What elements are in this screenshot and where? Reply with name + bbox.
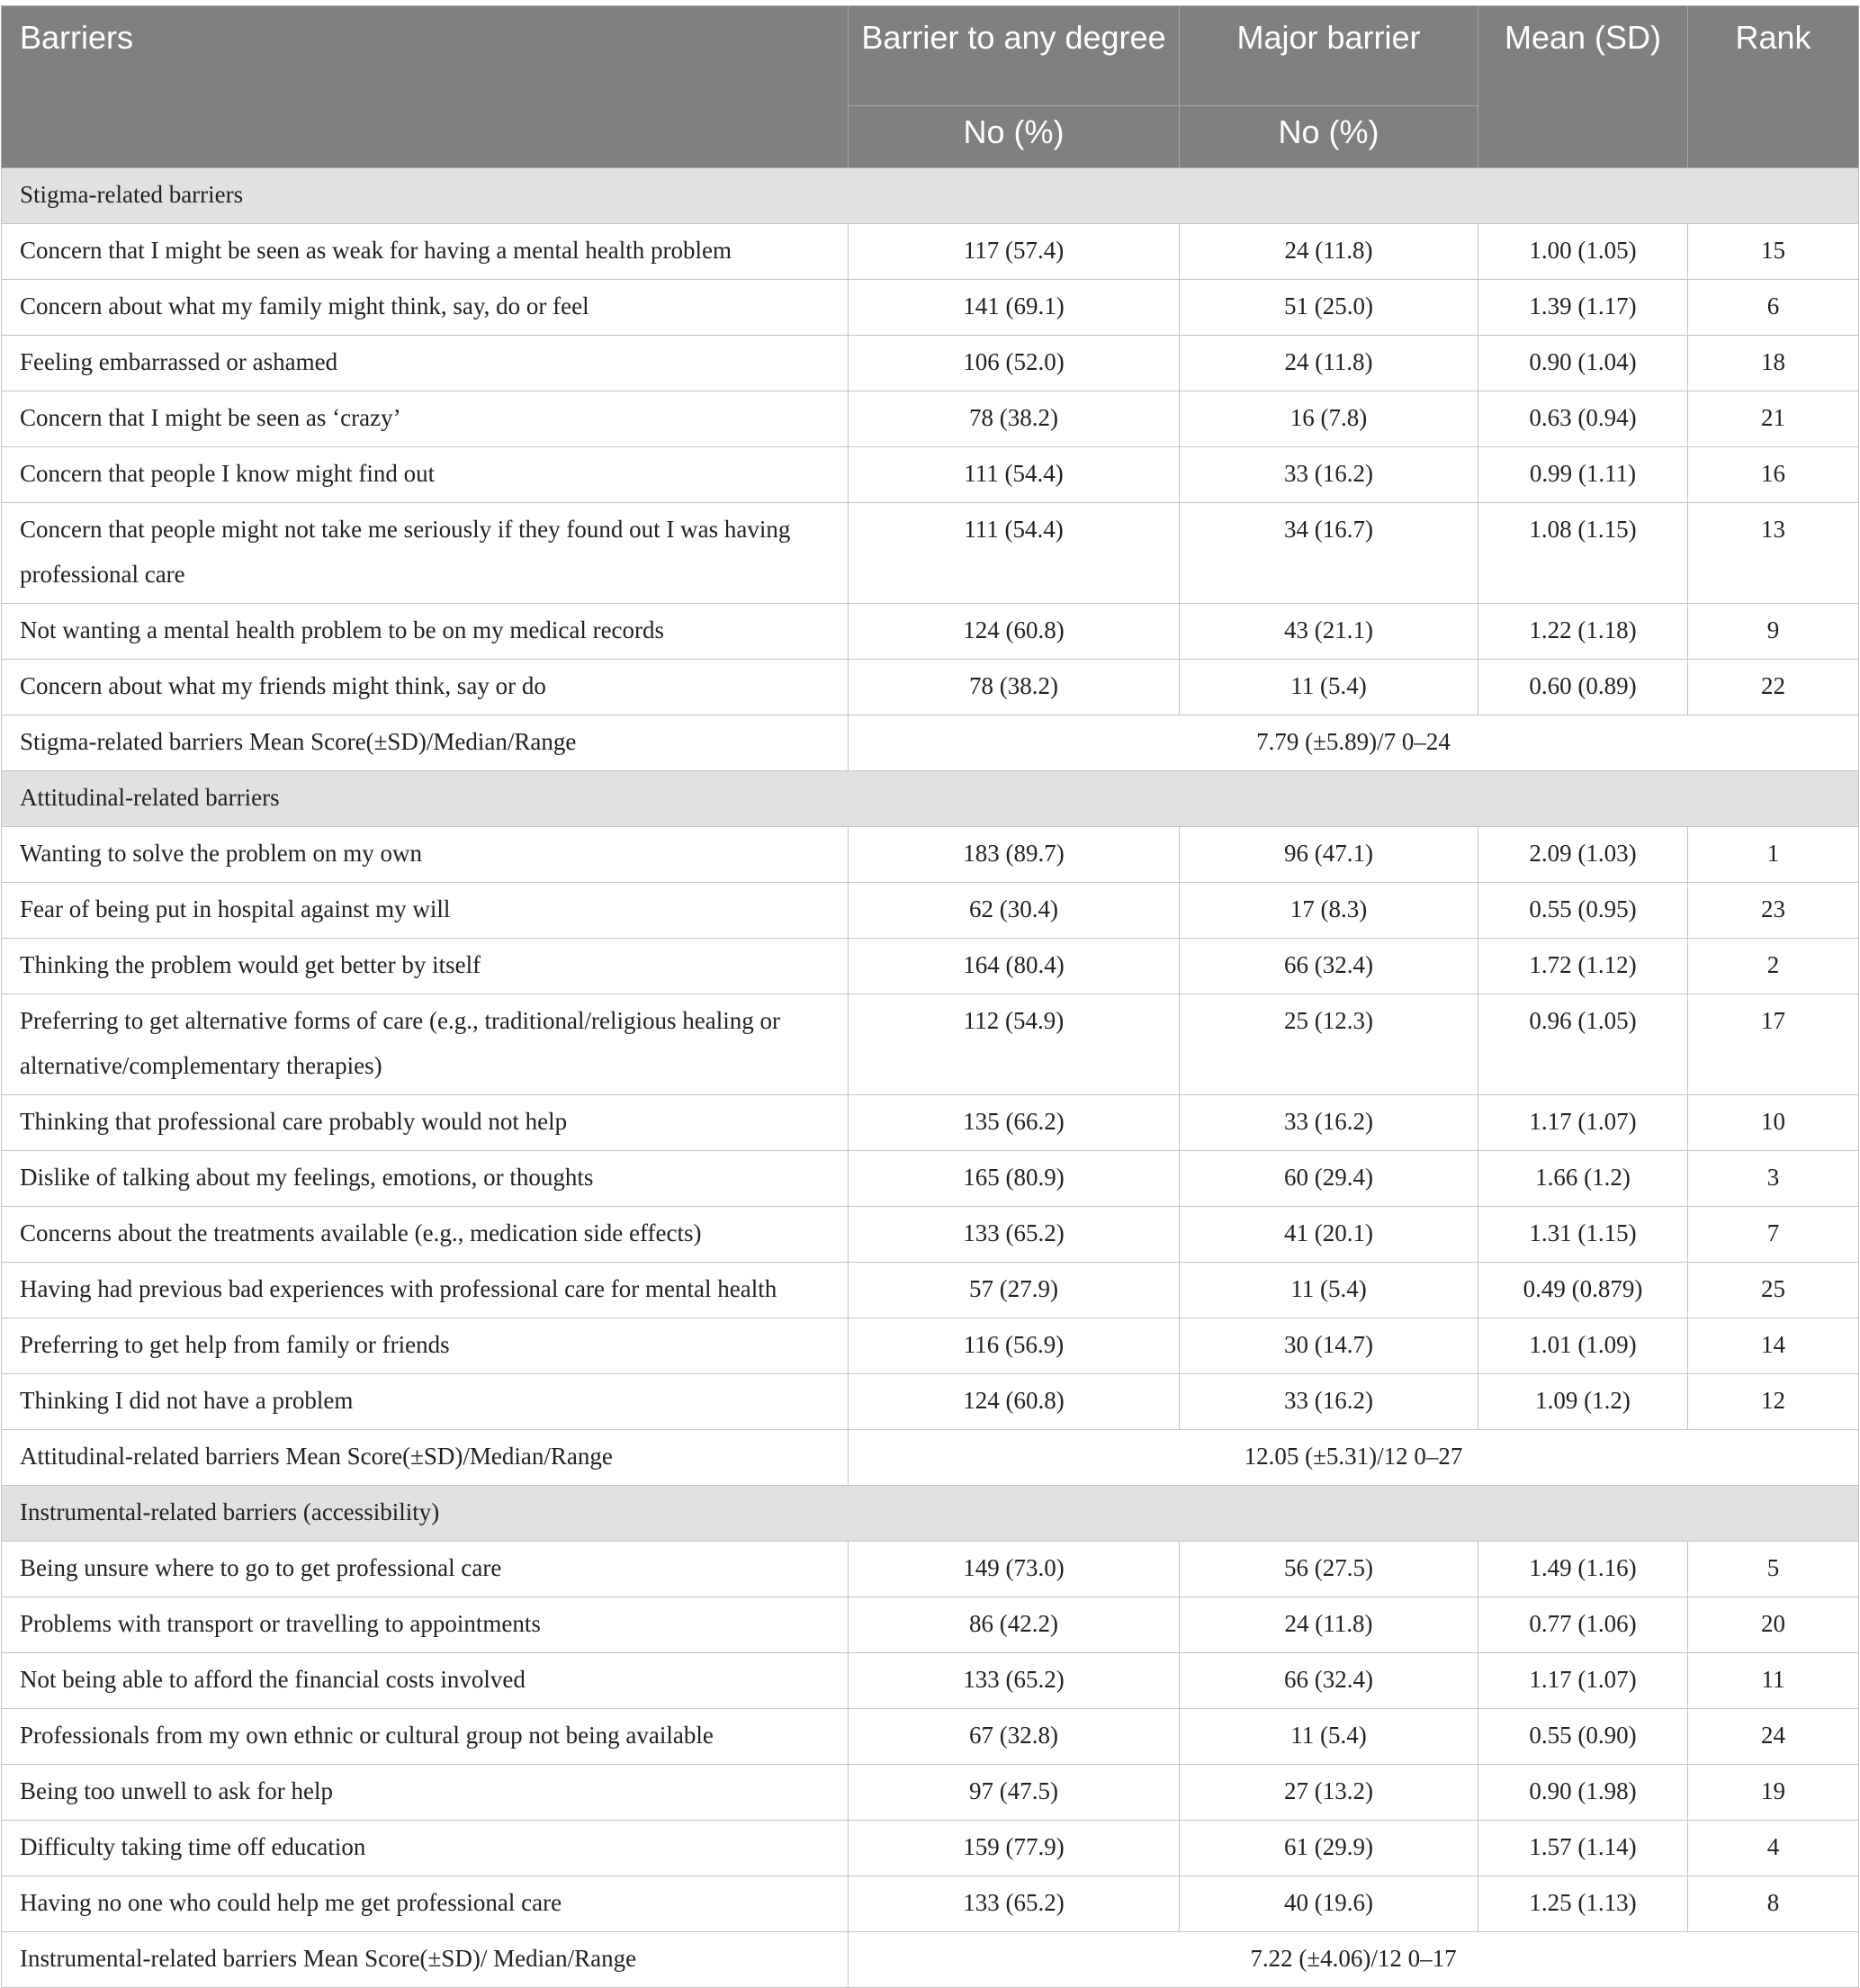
barrier-any-degree: 164 (80.4) <box>849 939 1180 994</box>
table-row <box>2 1207 1859 1263</box>
barrier-any-degree: 133 (65.2) <box>849 1207 1180 1263</box>
barrier-label: Wanting to solve the problem on my own <box>2 827 849 883</box>
barrier-mean-sd: 1.09 (1.2) <box>1478 1374 1688 1430</box>
header-no-pct-any: No (%) <box>849 106 1180 168</box>
table-row <box>2 1821 1859 1876</box>
barrier-label: Thinking the problem would get better by itself <box>2 939 849 994</box>
header-barriers: Barriers <box>2 6 849 168</box>
barrier-any-degree: 159 (77.9) <box>849 1821 1180 1876</box>
barrier-mean-sd: 1.39 (1.17) <box>1478 280 1688 336</box>
barrier-rank: 15 <box>1688 224 1859 280</box>
table-row <box>2 336 1859 391</box>
barrier-major: 61 (29.9) <box>1180 1821 1478 1876</box>
barrier-mean-sd: 0.63 (0.94) <box>1478 391 1688 447</box>
barrier-rank: 9 <box>1688 604 1859 660</box>
section-title: Instrumental-related barriers (accessibility) <box>2 1486 1859 1542</box>
barrier-label: Having no one who could help me get professional care <box>2 1876 849 1932</box>
barrier-major: 24 (11.8) <box>1180 336 1478 391</box>
barrier-label: Concern that people might not take me seriously if they found out I was having professional care <box>2 503 849 604</box>
barrier-label: Concern that people I know might find out <box>2 447 849 503</box>
header-no-pct-major: No (%) <box>1180 106 1478 168</box>
barrier-rank: 1 <box>1688 827 1859 883</box>
barrier-major: 11 (5.4) <box>1180 660 1478 715</box>
barrier-label: Concern that I might be seen as ‘crazy’ <box>2 391 849 447</box>
barrier-label: Concern about what my family might think, say, do or feel <box>2 280 849 336</box>
barrier-rank: 8 <box>1688 1876 1859 1932</box>
table-row <box>2 447 1859 503</box>
barrier-mean-sd: 1.31 (1.15) <box>1478 1207 1688 1263</box>
barrier-rank: 22 <box>1688 660 1859 715</box>
barrier-rank: 14 <box>1688 1318 1859 1374</box>
barrier-rank: 6 <box>1688 280 1859 336</box>
barrier-any-degree: 141 (69.1) <box>849 280 1180 336</box>
summary-value: 12.05 (±5.31)/12 0–27 <box>849 1430 1859 1486</box>
barrier-rank: 2 <box>1688 939 1859 994</box>
barrier-major: 43 (21.1) <box>1180 604 1478 660</box>
barrier-rank: 12 <box>1688 1374 1859 1430</box>
barrier-rank: 4 <box>1688 1821 1859 1876</box>
table-row <box>2 1318 1859 1374</box>
barrier-label: Being unsure where to go to get professional care <box>2 1542 849 1597</box>
summary-label: Instrumental-related barriers Mean Score(±SD)/ Median/Range <box>2 1932 849 1988</box>
barrier-label: Preferring to get alternative forms of care (e.g., traditional/religious healing or alternative/complementary therapies) <box>2 994 849 1095</box>
summary-label: Stigma-related barriers Mean Score(±SD)/Median/Range <box>2 715 849 771</box>
header-rank: Rank <box>1688 6 1859 168</box>
table-row <box>2 1263 1859 1318</box>
summary-row <box>2 715 1859 771</box>
barrier-mean-sd: 1.17 (1.07) <box>1478 1095 1688 1151</box>
table-row <box>2 883 1859 939</box>
barrier-major: 40 (19.6) <box>1180 1876 1478 1932</box>
summary-label: Attitudinal-related barriers Mean Score(±SD)/Median/Range <box>2 1430 849 1486</box>
table-row <box>2 1653 1859 1709</box>
table-row <box>2 1374 1859 1430</box>
barrier-any-degree: 135 (66.2) <box>849 1095 1180 1151</box>
barrier-rank: 13 <box>1688 503 1859 604</box>
barrier-major: 27 (13.2) <box>1180 1765 1478 1821</box>
barriers-table <box>1 5 1859 1988</box>
table-row <box>2 1765 1859 1821</box>
barrier-major: 41 (20.1) <box>1180 1207 1478 1263</box>
barrier-mean-sd: 0.90 (1.98) <box>1478 1765 1688 1821</box>
barrier-major: 34 (16.7) <box>1180 503 1478 604</box>
barrier-label: Difficulty taking time off education <box>2 1821 849 1876</box>
barrier-label: Concern about what my friends might think, say or do <box>2 660 849 715</box>
barrier-major: 25 (12.3) <box>1180 994 1478 1095</box>
barrier-label: Fear of being put in hospital against my will <box>2 883 849 939</box>
barrier-label: Being too unwell to ask for help <box>2 1765 849 1821</box>
barrier-rank: 7 <box>1688 1207 1859 1263</box>
barrier-any-degree: 133 (65.2) <box>849 1876 1180 1932</box>
table-row <box>2 1542 1859 1597</box>
barrier-any-degree: 111 (54.4) <box>849 447 1180 503</box>
summary-value: 7.22 (±4.06)/12 0–17 <box>849 1932 1859 1988</box>
table-row <box>2 1876 1859 1932</box>
barrier-any-degree: 86 (42.2) <box>849 1597 1180 1653</box>
barrier-rank: 18 <box>1688 336 1859 391</box>
barrier-any-degree: 111 (54.4) <box>849 503 1180 604</box>
barrier-rank: 24 <box>1688 1709 1859 1765</box>
barrier-any-degree: 133 (65.2) <box>849 1653 1180 1709</box>
barrier-mean-sd: 0.90 (1.04) <box>1478 336 1688 391</box>
table-row <box>2 660 1859 715</box>
barrier-rank: 10 <box>1688 1095 1859 1151</box>
barrier-major: 66 (32.4) <box>1180 939 1478 994</box>
barrier-mean-sd: 0.55 (0.90) <box>1478 1709 1688 1765</box>
barrier-label: Thinking that professional care probably would not help <box>2 1095 849 1151</box>
barrier-label: Having had previous bad experiences with professional care for mental health <box>2 1263 849 1318</box>
barrier-mean-sd: 0.60 (0.89) <box>1478 660 1688 715</box>
barrier-major: 11 (5.4) <box>1180 1263 1478 1318</box>
barrier-mean-sd: 1.00 (1.05) <box>1478 224 1688 280</box>
barrier-rank: 20 <box>1688 1597 1859 1653</box>
barrier-mean-sd: 0.96 (1.05) <box>1478 994 1688 1095</box>
barrier-major: 51 (25.0) <box>1180 280 1478 336</box>
barrier-mean-sd: 1.72 (1.12) <box>1478 939 1688 994</box>
barrier-major: 11 (5.4) <box>1180 1709 1478 1765</box>
barrier-any-degree: 67 (32.8) <box>849 1709 1180 1765</box>
table-header <box>2 6 1859 168</box>
barrier-major: 17 (8.3) <box>1180 883 1478 939</box>
barrier-mean-sd: 0.77 (1.06) <box>1478 1597 1688 1653</box>
barrier-label: Professionals from my own ethnic or cultural group not being available <box>2 1709 849 1765</box>
table-row <box>2 280 1859 336</box>
table-row <box>2 939 1859 994</box>
barrier-mean-sd: 1.08 (1.15) <box>1478 503 1688 604</box>
summary-row <box>2 1932 1859 1988</box>
table-row <box>2 391 1859 447</box>
barrier-major: 33 (16.2) <box>1180 1374 1478 1430</box>
barrier-major: 24 (11.8) <box>1180 224 1478 280</box>
table-row <box>2 604 1859 660</box>
barrier-mean-sd: 0.99 (1.11) <box>1478 447 1688 503</box>
barrier-label: Not being able to afford the financial costs involved <box>2 1653 849 1709</box>
table-row <box>2 827 1859 883</box>
barrier-any-degree: 62 (30.4) <box>849 883 1180 939</box>
barrier-label: Thinking I did not have a problem <box>2 1374 849 1430</box>
section-header-row <box>2 1486 1859 1542</box>
barrier-label: Dislike of talking about my feelings, emotions, or thoughts <box>2 1151 849 1207</box>
barrier-major: 60 (29.4) <box>1180 1151 1478 1207</box>
barrier-mean-sd: 0.55 (0.95) <box>1478 883 1688 939</box>
barrier-mean-sd: 1.66 (1.2) <box>1478 1151 1688 1207</box>
barrier-mean-sd: 1.57 (1.14) <box>1478 1821 1688 1876</box>
barrier-major: 56 (27.5) <box>1180 1542 1478 1597</box>
table-row <box>2 224 1859 280</box>
section-title: Attitudinal-related barriers <box>2 771 1859 827</box>
barrier-major: 33 (16.2) <box>1180 1095 1478 1151</box>
summary-value: 7.79 (±5.89)/7 0–24 <box>849 715 1859 771</box>
table-row <box>2 1709 1859 1765</box>
barrier-rank: 23 <box>1688 883 1859 939</box>
barrier-any-degree: 124 (60.8) <box>849 604 1180 660</box>
barrier-any-degree: 106 (52.0) <box>849 336 1180 391</box>
table-body <box>2 168 1859 1988</box>
section-title: Stigma-related barriers <box>2 168 1859 224</box>
barrier-label: Concern that I might be seen as weak for having a mental health problem <box>2 224 849 280</box>
barrier-rank: 21 <box>1688 391 1859 447</box>
barrier-any-degree: 183 (89.7) <box>849 827 1180 883</box>
barrier-label: Problems with transport or travelling to appointments <box>2 1597 849 1653</box>
barrier-rank: 3 <box>1688 1151 1859 1207</box>
header-major-barrier: Major barrier <box>1180 6 1478 106</box>
barrier-major: 24 (11.8) <box>1180 1597 1478 1653</box>
barrier-mean-sd: 1.17 (1.07) <box>1478 1653 1688 1709</box>
barrier-rank: 16 <box>1688 447 1859 503</box>
barrier-label: Feeling embarrassed or ashamed <box>2 336 849 391</box>
header-any-degree: Barrier to any degree <box>849 6 1180 106</box>
table-row <box>2 994 1859 1095</box>
table-row <box>2 1151 1859 1207</box>
header-mean-sd: Mean (SD) <box>1478 6 1688 168</box>
table-row <box>2 1597 1859 1653</box>
barrier-major: 66 (32.4) <box>1180 1653 1478 1709</box>
barrier-mean-sd: 2.09 (1.03) <box>1478 827 1688 883</box>
barrier-any-degree: 97 (47.5) <box>849 1765 1180 1821</box>
barrier-mean-sd: 1.01 (1.09) <box>1478 1318 1688 1374</box>
barrier-any-degree: 149 (73.0) <box>849 1542 1180 1597</box>
barrier-major: 33 (16.2) <box>1180 447 1478 503</box>
barrier-mean-sd: 1.49 (1.16) <box>1478 1542 1688 1597</box>
barrier-any-degree: 165 (80.9) <box>849 1151 1180 1207</box>
barrier-label: Not wanting a mental health problem to be on my medical records <box>2 604 849 660</box>
barrier-mean-sd: 1.25 (1.13) <box>1478 1876 1688 1932</box>
barrier-any-degree: 117 (57.4) <box>849 224 1180 280</box>
barrier-any-degree: 124 (60.8) <box>849 1374 1180 1430</box>
barrier-rank: 19 <box>1688 1765 1859 1821</box>
barrier-any-degree: 78 (38.2) <box>849 391 1180 447</box>
barrier-any-degree: 112 (54.9) <box>849 994 1180 1095</box>
barrier-rank: 25 <box>1688 1263 1859 1318</box>
barrier-any-degree: 57 (27.9) <box>849 1263 1180 1318</box>
barrier-mean-sd: 0.49 (0.879) <box>1478 1263 1688 1318</box>
barrier-major: 30 (14.7) <box>1180 1318 1478 1374</box>
barrier-label: Concerns about the treatments available (e.g., medication side effects) <box>2 1207 849 1263</box>
section-header-row <box>2 168 1859 224</box>
barrier-rank: 17 <box>1688 994 1859 1095</box>
barrier-major: 96 (47.1) <box>1180 827 1478 883</box>
barrier-rank: 5 <box>1688 1542 1859 1597</box>
barrier-any-degree: 78 (38.2) <box>849 660 1180 715</box>
barrier-any-degree: 116 (56.9) <box>849 1318 1180 1374</box>
barrier-rank: 11 <box>1688 1653 1859 1709</box>
table-row <box>2 1095 1859 1151</box>
barrier-mean-sd: 1.22 (1.18) <box>1478 604 1688 660</box>
barrier-label: Preferring to get help from family or friends <box>2 1318 849 1374</box>
summary-row <box>2 1430 1859 1486</box>
barrier-major: 16 (7.8) <box>1180 391 1478 447</box>
section-header-row <box>2 771 1859 827</box>
table-row <box>2 503 1859 604</box>
